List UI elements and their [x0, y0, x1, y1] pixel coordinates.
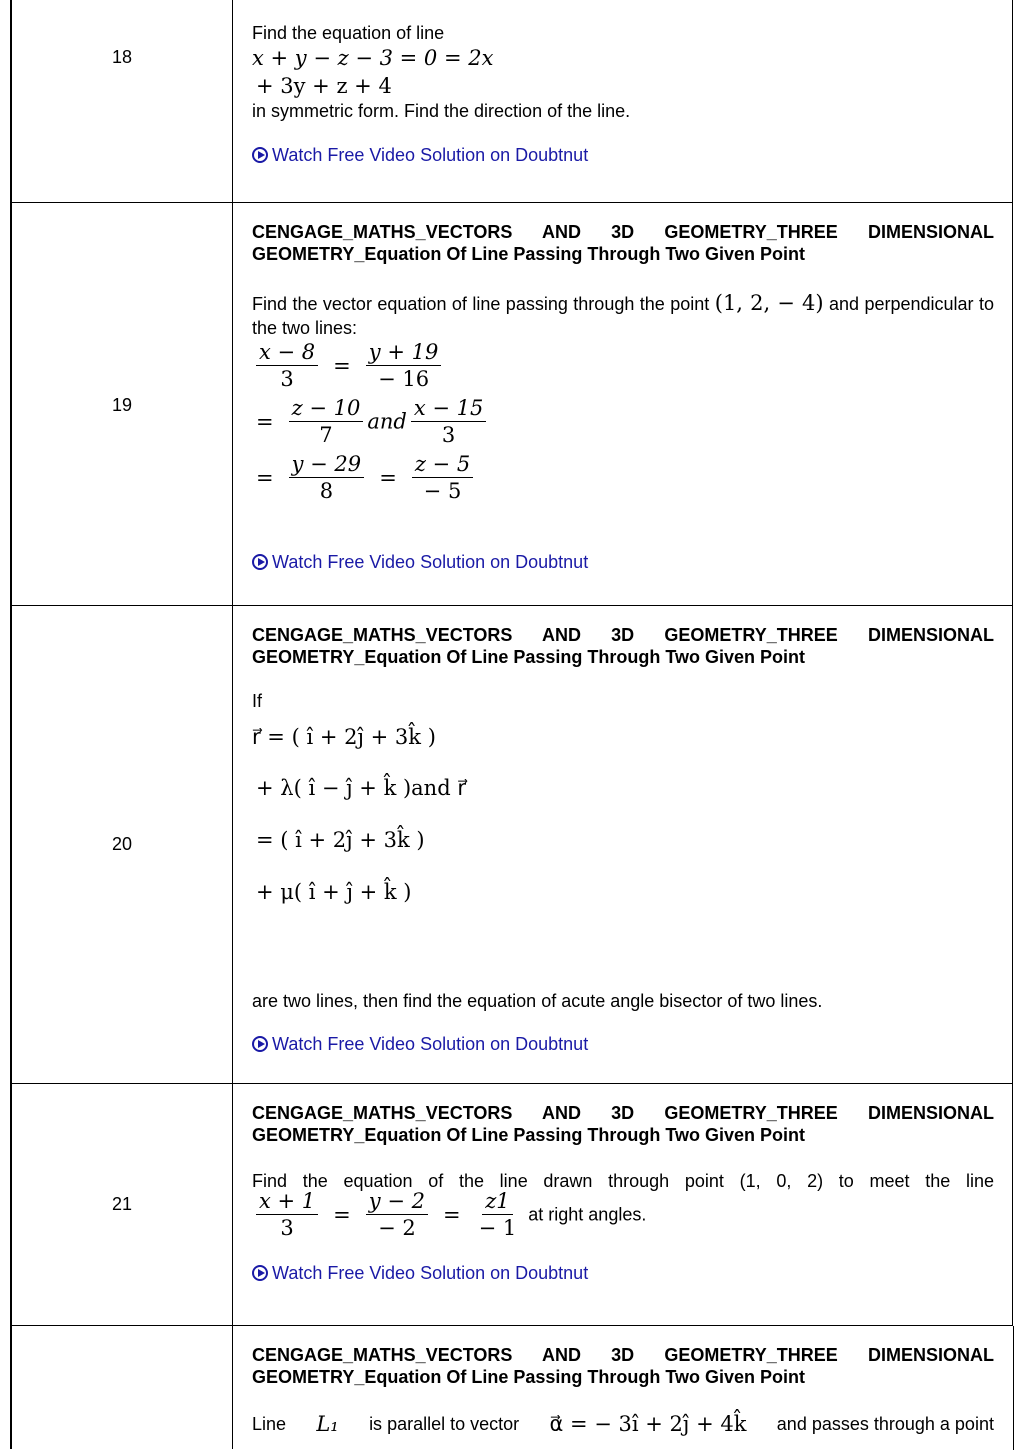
- column-divider: [232, 606, 233, 1083]
- math-line: x + y − z − 3 = 0 = 2x: [252, 46, 494, 70]
- math-line: + 3y + z + 4: [256, 74, 392, 98]
- fraction: $\frac{y - 2}{- 2}$: [366, 1190, 428, 1239]
- column-divider: [232, 203, 233, 605]
- fraction: $\frac{x - 8}{3}$: [256, 341, 318, 390]
- if-word: If: [252, 691, 263, 711]
- question-heading: CENGAGE_MATHS_VECTORS AND 3D GEOMETRY_THREE DIMENSIONAL GEOMETRY_Equation Of Line Passing Through Two Given Point: [252, 1345, 994, 1387]
- fraction: $\frac{z - 5}{- 5}$: [412, 453, 473, 502]
- question-content: [252, 624, 994, 1055]
- fraction: $\frac{x + 1}{3}$: [256, 1190, 318, 1239]
- fraction: $\frac{z1}{- 1}$: [478, 1189, 517, 1240]
- question-row-19: [10, 202, 1013, 605]
- vector-equation-line: r⃗ = ( î + 2ĵ + 3k̂ ): [252, 725, 436, 749]
- question-text-end: at right angles.: [528, 1204, 647, 1225]
- column-divider: [232, 0, 233, 202]
- question-content: [252, 1102, 994, 1284]
- vector-equation-line: + μ( î + ĵ + k̂ ): [256, 880, 412, 904]
- question-number: 21: [111, 1194, 133, 1214]
- question-outro: are two lines, then find the equation of acute angle bisector of two lines.: [252, 991, 823, 1011]
- question-number: 20: [111, 834, 133, 854]
- question-row-20: [10, 605, 1013, 1083]
- fraction: $\frac{x - 15}{3}$: [411, 397, 487, 446]
- equation-block: $\frac{x - 8}{3}$ = $\frac{y + 19}{- 16}$ = $\frac{z - 10}{7}$ and $\frac{x - 15}{3}$ = $\frac{y - 29}{8}$ = $\frac{z - 5}{- 5}$: [252, 341, 994, 509]
- play-circle-icon: [252, 554, 268, 570]
- play-circle-icon: [252, 1265, 268, 1281]
- vector-equation-line: = ( î + 2ĵ + 3k̂ ): [256, 828, 425, 852]
- question-row-21: [10, 1083, 1013, 1325]
- question-text: Line L₁ is parallel to vector α⃗ = − 3î + 2ĵ + 4k̂ and passes through a point: [252, 1412, 994, 1436]
- question-number: 18: [111, 47, 133, 67]
- question-outro: in symmetric form. Find the direction of the line.: [252, 101, 631, 121]
- question-intro: Find the equation of line: [252, 23, 445, 43]
- question-heading: CENGAGE_MATHS_VECTORS AND 3D GEOMETRY_THREE DIMENSIONAL GEOMETRY_Equation Of Line Passing Through Two Given Point: [252, 625, 994, 667]
- question-text: Find the vector equation of line passing through the point (1, 2, − 4) and perpendicular to the two lines:: [252, 291, 994, 338]
- question-content: [252, 221, 994, 573]
- watch-video-link[interactable]: Watch Free Video Solution on Doubtnut: [252, 551, 994, 573]
- question-heading: CENGAGE_MATHS_VECTORS AND 3D GEOMETRY_THREE DIMENSIONAL GEOMETRY_Equation Of Line Passing Through Two Given Point: [252, 1103, 994, 1145]
- question-text: Find the equation of the line drawn through point (1, 0, 2) to meet the line: [252, 1171, 994, 1191]
- equation-block: $\frac{x + 1}{3}$ = $\frac{y - 2}{- 2}$ = $\frac{z1}{- 1}$ at right angles.: [252, 1190, 994, 1240]
- question-row-22: [10, 1325, 1013, 1449]
- fraction: $\frac{z - 10}{7}$: [289, 397, 364, 446]
- column-divider: [232, 1084, 233, 1325]
- watch-video-link[interactable]: Watch Free Video Solution on Doubtnut: [252, 1033, 994, 1055]
- fraction: $\frac{y + 19}{- 16}$: [366, 341, 442, 390]
- play-circle-icon: [252, 1036, 268, 1052]
- and-word: and: [367, 409, 407, 434]
- question-row-18: [10, 0, 1013, 202]
- play-circle-icon: [252, 147, 268, 163]
- question-content: [252, 22, 994, 166]
- question-number: 19: [111, 395, 133, 415]
- fraction: $\frac{y - 29}{8}$: [289, 453, 365, 502]
- watch-video-link[interactable]: Watch Free Video Solution on Doubtnut: [252, 144, 994, 166]
- question-heading: CENGAGE_MATHS_VECTORS AND 3D GEOMETRY_THREE DIMENSIONAL GEOMETRY_Equation Of Line Passing Through Two Given Point: [252, 222, 994, 264]
- vector-equation-line: + λ( î − ĵ + k̂ )and r⃗: [256, 776, 466, 800]
- column-divider: [232, 1326, 233, 1449]
- question-content: [252, 1344, 994, 1438]
- watch-video-link[interactable]: Watch Free Video Solution on Doubtnut: [252, 1262, 994, 1284]
